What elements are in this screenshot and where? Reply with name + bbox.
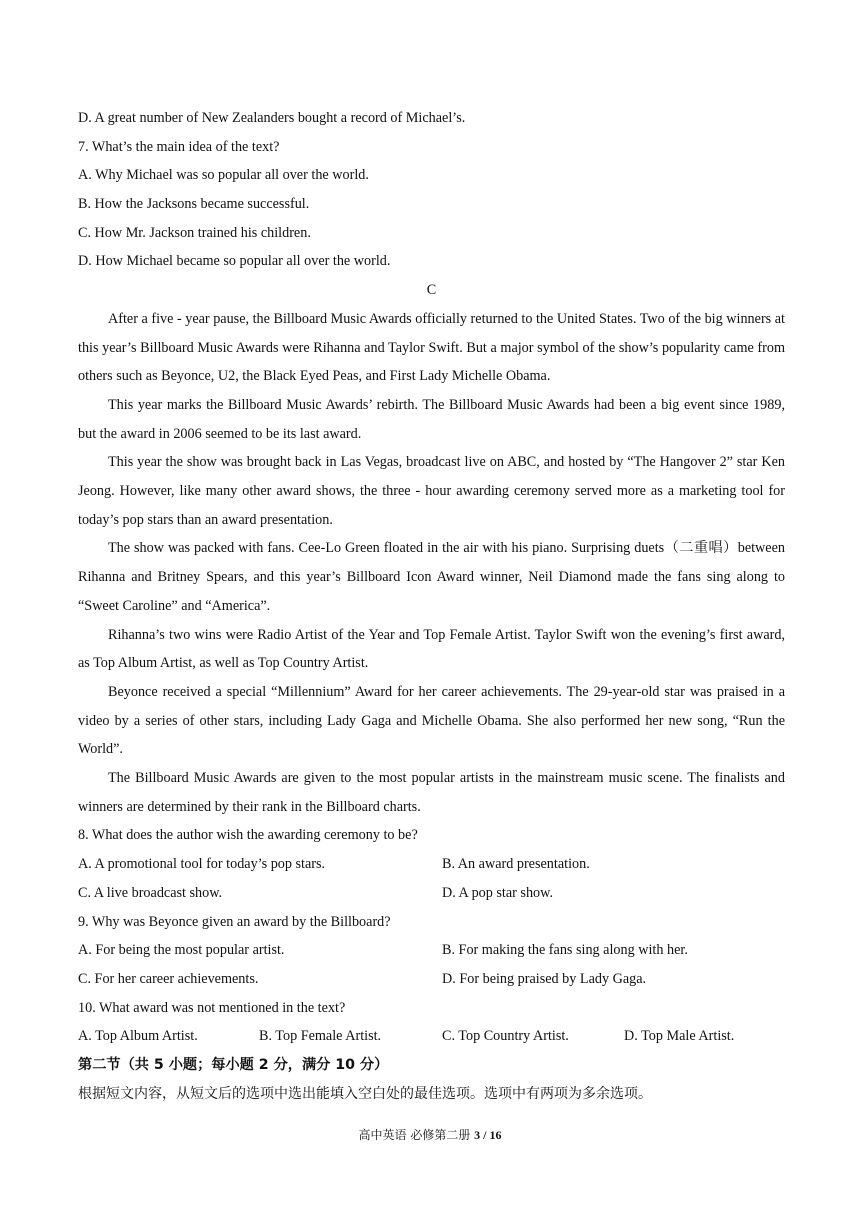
q10-option-a: A. Top Album Artist. [78,1028,198,1045]
section-instruction: 根据短文内容，从短文后的选项中选出能填入空白处的最佳选项。选项中有两项为多余选项。 [78,1085,652,1102]
passage-paragraph: This year the show was brought back in Las Vegas, broadcast live on ABC, and hosted by “The Hangover 2” star Ken Jeong. However, like many other award shows, the three - hour awarding ceremony served more as a marketing tool for today’s pop stars than an award presentation. [78,454,785,528]
q7-option-b: B. How the Jacksons became successful. [78,196,310,213]
q7-stem: 7. What’s the main idea of the text? [78,138,280,155]
q10-options-row [78,1022,785,1051]
q6-option-d: D. A great number of New Zealanders bought a record of Michael’s. [78,110,466,126]
q8-stem: 8. What does the author wish the awarding ceremony to be? [78,827,418,844]
passage-paragraph: Beyonce received a special “Millennium” Award for her career achievements. The 29-year-old star was praised in a video by a series of other stars, including Lady Gaga and Michelle Obama. She also performed her new song, “Run the World”. [78,683,785,758]
q9-option-a: A. For being the most popular artist. [78,942,285,959]
passage-paragraph: After a five - year pause, the Billboard Music Awards officially returned to the United States. Two of the big winners at this year’s Billboard Music Awards were Rihanna and Taylor Swift. But a major symbol of the show’s popularity came from others such as Beyonce, U2, the Black Eyed Peas, and First Lady Michelle Obama. [78,310,785,385]
q7-option-a: A. Why Michael was so popular all over the world. [78,167,369,184]
page-footer [0,1126,860,1143]
passage-label: C [426,282,437,299]
q8-options-row-2 [78,879,785,908]
passage-paragraph: The Billboard Music Awards are given to the most popular artists in the mainstream music scene. The finalists and winners are determined by their rank in the Billboard charts. [78,770,785,815]
passage-paragraph: The show was packed with fans. Cee-Lo Green floated in the air with his piano. Surprising duets（二重唱）between Rihanna and Britney Spears, and this year’s Billboard Icon Award winner, Neil Diamond made the fans sing along to “Sweet Caroline” and “America”. [78,540,785,614]
q9-option-b: B. For making the fans sing along with her. [442,942,688,959]
q8-options-row-1 [78,850,785,879]
q8-option-a: A. A promotional tool for today’s pop stars. [78,856,326,873]
q9-option-d: D. For being praised by Lady Gaga. [442,970,647,987]
q9-option-c: C. For her career achievements. [78,970,259,987]
q7-option-d: D. How Michael became so popular all over the world. [78,253,391,270]
q8-option-d: D. A pop star show. [442,884,554,901]
q10-option-d: D. Top Male Artist. [624,1028,735,1045]
q8-option-c: C. A live broadcast show. [78,884,223,901]
footer-text: 高中英语 必修第二册 [358,1128,475,1142]
q8-option-b: B. An award presentation. [442,856,590,873]
q9-options-row-1 [78,936,785,965]
q10-option-b: B. Top Female Artist. [259,1028,382,1045]
page-number: 3 / 16 [474,1128,502,1142]
q9-options-row-2 [78,965,785,994]
passage-paragraph: This year marks the Billboard Music Awards’ rebirth. The Billboard Music Awards had been a big event since 1989, but the award in 2006 seemed to be its last award. [78,396,785,442]
q9-stem: 9. Why was Beyonce given an award by the Billboard? [78,913,391,930]
q10-stem: 10. What award was not mentioned in the text? [78,999,346,1016]
q10-option-c: C. Top Country Artist. [442,1028,569,1045]
q7-option-c: C. How Mr. Jackson trained his children. [78,224,311,241]
passage-paragraph: Rihanna’s two wins were Radio Artist of the Year and Top Female Artist. Taylor Swift won the evening’s first award, as Top Album Artist, as well as Top Country Artist. [78,626,785,672]
exam-page [78,104,785,1108]
section-heading: 第二节（共 5 小题；每小题 2 分，满分 10 分） [78,1056,389,1073]
